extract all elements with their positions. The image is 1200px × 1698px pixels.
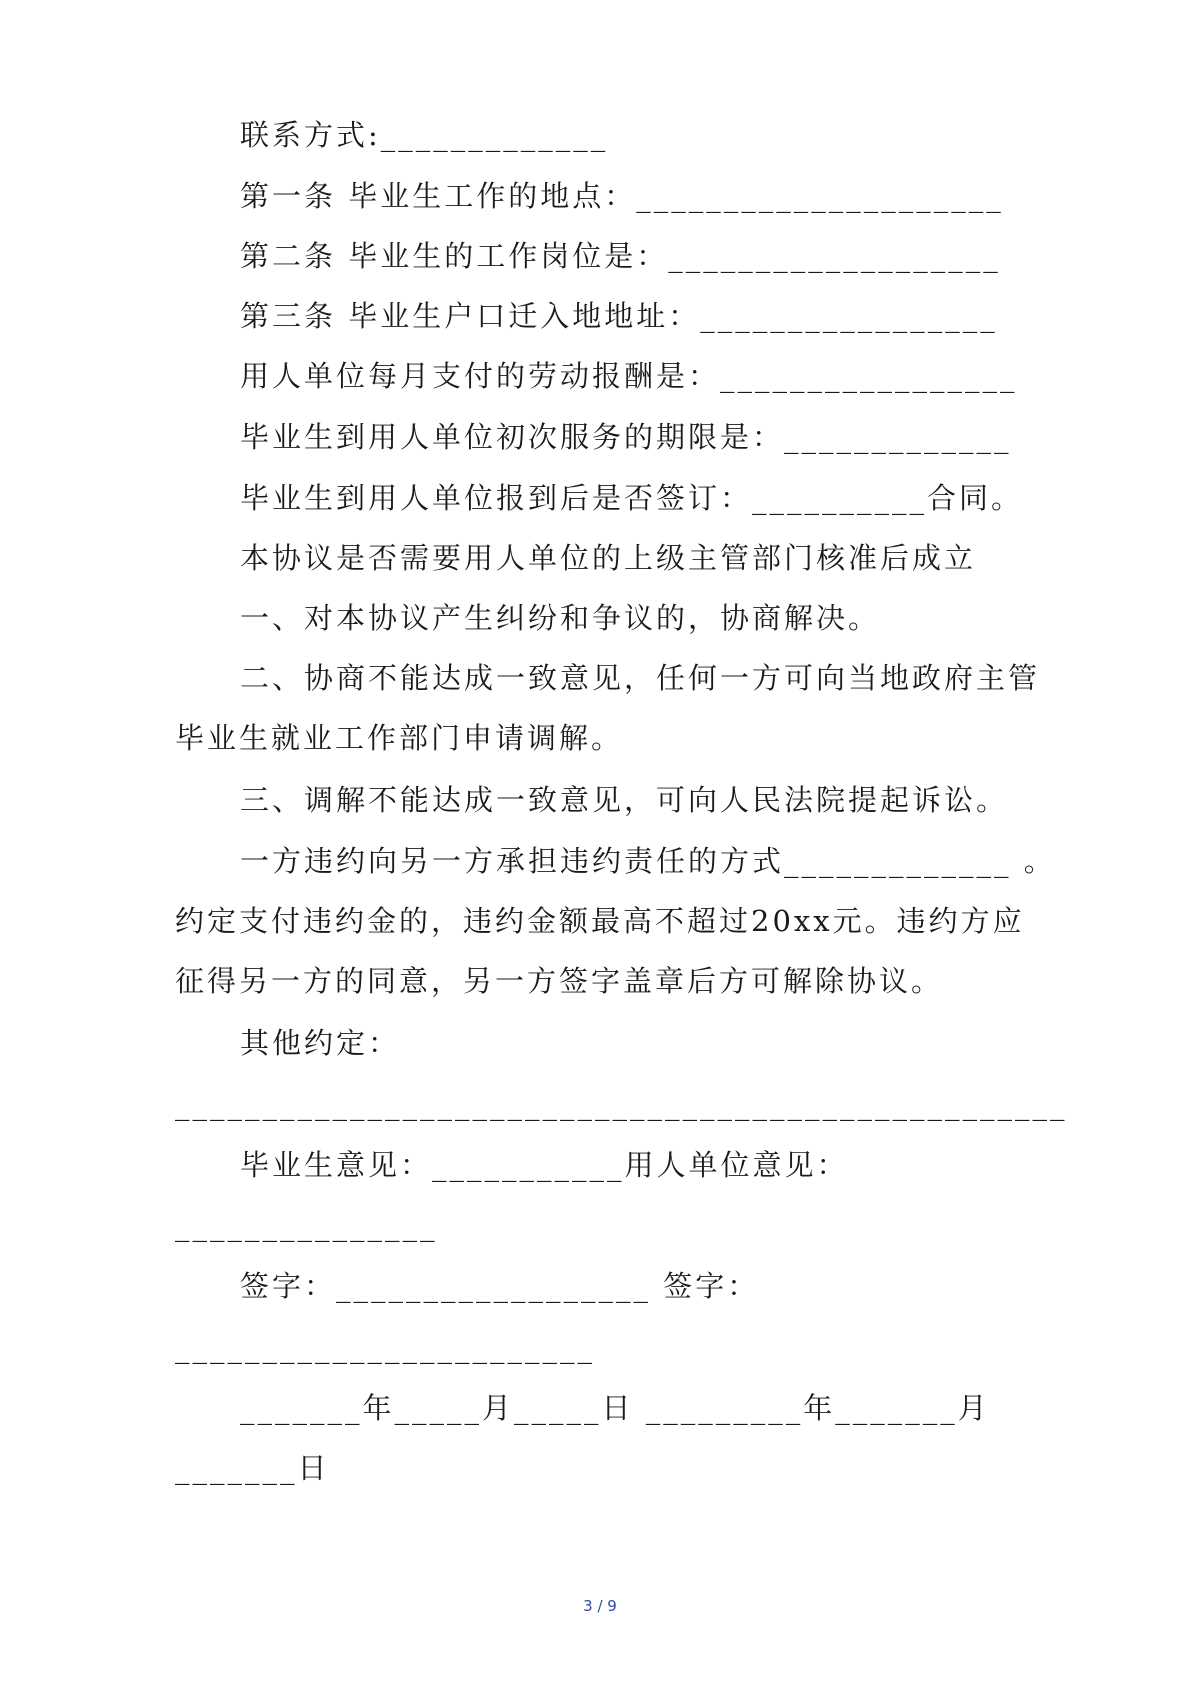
monthly-pay-line: 用人单位每月支付的劳动报酬是：_________________ — [240, 359, 1018, 393]
service-term-line: 毕业生到用人单位初次服务的期限是：_____________ — [240, 420, 1012, 454]
date-line-cont: _______日 — [175, 1451, 330, 1485]
other-terms-label: 其他约定： — [240, 1026, 401, 1060]
clause-2-job-position: 第二条 毕业生的工作岗位是：___________________ — [240, 239, 1001, 273]
clause-3-hukou-address: 第三条 毕业生户口迁入地地址：_________________ — [240, 299, 998, 333]
page-number: 3 / 9 — [583, 1597, 617, 1615]
date-line: _______年_____月_____日 _________年_______月 — [240, 1391, 990, 1425]
signature-blank: ________________________ — [175, 1330, 595, 1364]
termination-line: 征得另一方的同意，另一方签字盖章后方可解除协议。 — [175, 964, 944, 998]
dispute-item-2-cont: 毕业生就业工作部门申请调解。 — [175, 721, 624, 755]
contact-line: 联系方式:_____________ — [240, 118, 609, 152]
breach-liability-line: 一方违约向另一方承担违约责任的方式_____________ 。 — [240, 844, 1056, 878]
approval-line: 本协议是否需要用人单位的上级主管部门核准后成立 — [240, 541, 977, 575]
other-terms-blank: ___________________________________________________ — [175, 1087, 1068, 1121]
dispute-item-2: 二、协商不能达成一致意见，任何一方可向当地政府主管 — [240, 661, 1041, 695]
clause-1-work-location: 第一条 毕业生工作的地点：_____________________ — [240, 179, 1004, 213]
penalty-line: 约定支付违约金的，违约金额最高不超过20xx元。违约方应 — [175, 904, 1025, 938]
contract-sign-line: 毕业生到用人单位报到后是否签订：__________合同。 — [240, 481, 1024, 515]
dispute-item-1: 一、对本协议产生纠纷和争议的，协商解决。 — [240, 601, 881, 635]
opinion-blank: _______________ — [175, 1208, 438, 1242]
opinions-line: 毕业生意见：___________用人单位意见： — [240, 1148, 849, 1182]
dispute-item-3: 三、调解不能达成一致意见，可向人民法院提起诉讼。 — [240, 783, 1009, 817]
signature-line: 签字：__________________ 签字： — [240, 1269, 760, 1303]
